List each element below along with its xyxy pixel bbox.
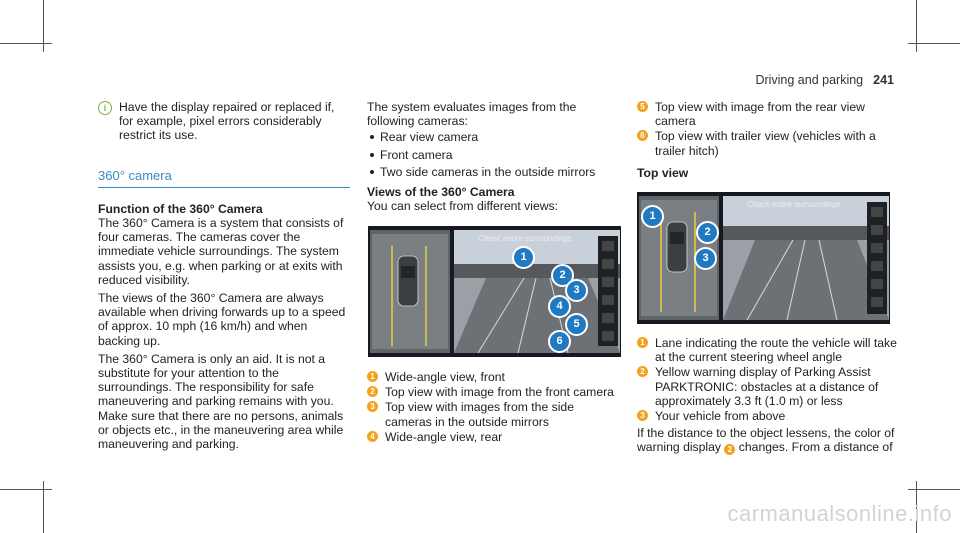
info-icon: i [98, 101, 112, 115]
legend-number: 2 [367, 386, 378, 397]
callout-1: 1 [641, 205, 664, 228]
closing-text: changes. From a distance of [738, 440, 893, 455]
callout-3: 3 [694, 247, 717, 270]
legend-number: 4 [367, 431, 378, 442]
legend-item [367, 430, 622, 444]
note-text: Have the display repaired or replaced if, for example, pixel errors considerably restrict its use. [119, 100, 335, 143]
camera-list [367, 130, 622, 179]
crop-mark [43, 481, 44, 533]
legend-text: Your vehicle from above [655, 409, 786, 424]
callout-2: 2 [551, 264, 574, 287]
closing-paragraph [637, 426, 897, 455]
watermark: carmanualsonline.info [727, 501, 952, 526]
legend-text: Top view with trailer view (vehicles with a trailer hitch) [655, 129, 876, 158]
legend-number: 6 [637, 130, 648, 141]
callout-1: 1 [512, 246, 535, 269]
screen-banner: Check entire surroundings [478, 234, 572, 243]
callout-3: 3 [565, 279, 588, 302]
closing-text: If the distance to the object lessens, the color of warning display [637, 426, 895, 455]
legend-item [637, 100, 897, 128]
section-name: Driving and parking [755, 73, 864, 87]
callout-5: 5 [565, 313, 588, 336]
legend-item [367, 370, 622, 384]
paragraph: The views of the 360° Camera are always available when driving forwards up to a speed of approx. 10 mph (16 km/h) and when backing up. [98, 291, 346, 348]
column-1 [98, 100, 350, 451]
crop-mark [916, 0, 917, 52]
top-view-illustration [637, 192, 890, 324]
legend-item [367, 385, 622, 399]
crop-mark [0, 489, 52, 490]
column-2 [367, 100, 622, 213]
legend-number: 1 [637, 337, 648, 348]
legend-number: 5 [637, 101, 648, 112]
function-heading: Function of the 360° Camera [98, 201, 263, 216]
legend-number: 3 [637, 410, 648, 421]
legend-text: Yellow warning display of Parking Assist PARKTRONIC: obstacles at a distance of approximately 3.3 ft (1.0 m) or less [655, 365, 879, 408]
legend-item [637, 129, 897, 157]
legend-text: Top view with image from the front camera [385, 385, 614, 400]
section-title: 360° camera [98, 169, 350, 188]
legend-number: 3 [367, 401, 378, 412]
page-header [755, 73, 894, 87]
legend-text: Lane indicating the route the vehicle will take at the current steering wheel angle [655, 336, 897, 365]
crop-mark [43, 0, 44, 52]
list-item: Rear view camera [367, 130, 622, 144]
column-3 [637, 100, 897, 180]
list-item: Two side cameras in the outside mirrors [367, 165, 622, 179]
crop-mark [0, 43, 52, 44]
callout-6: 6 [548, 330, 571, 353]
page-number: 241 [873, 73, 894, 87]
paragraph: The 360° Camera is a system that consists of four cameras. The cameras cover the immediate vehicle surroundings. The system assists you, e.g. when parking or at exits with reduced visibility. [98, 216, 344, 287]
legend-item [637, 336, 897, 364]
views-heading: Views of the 360° Camera [367, 185, 515, 200]
callout-2: 2 [696, 221, 719, 244]
camera-intro: The system evaluates images from the following cameras: [367, 100, 577, 129]
legend-number: 2 [637, 366, 648, 377]
legend-item [637, 365, 897, 408]
top-view-heading: Top view [637, 165, 689, 180]
top-view-legend [637, 336, 897, 455]
note [98, 100, 350, 143]
screen-banner: Check entire surroundings [747, 200, 841, 209]
legend-text: Top view with image from the rear view camera [655, 100, 865, 129]
inline-number: 2 [724, 444, 735, 455]
views-intro: You can select from different views: [367, 199, 559, 214]
views-legend [367, 370, 622, 445]
callout-4: 4 [548, 295, 571, 318]
legend-item [637, 409, 897, 423]
legend-number: 1 [367, 371, 378, 382]
paragraph: The 360° Camera is only an aid. It is not a substitute for your attention to the surroundings. The responsibility for safe maneuvering and parking remains with you. Make sure that there are no persons, animals or objects etc., in the maneuvering area while maneuvering and parking. [98, 351, 344, 452]
legend-item [367, 400, 622, 428]
top-view-figure [637, 192, 890, 324]
legend-text: Wide-angle view, front [385, 370, 505, 384]
legend-text: Wide-angle view, rear [385, 429, 503, 444]
legend-text: Top view with images from the side cameras in the outside mirrors [385, 400, 574, 429]
list-item: Front camera [367, 148, 622, 162]
camera-views-figure [368, 226, 621, 357]
